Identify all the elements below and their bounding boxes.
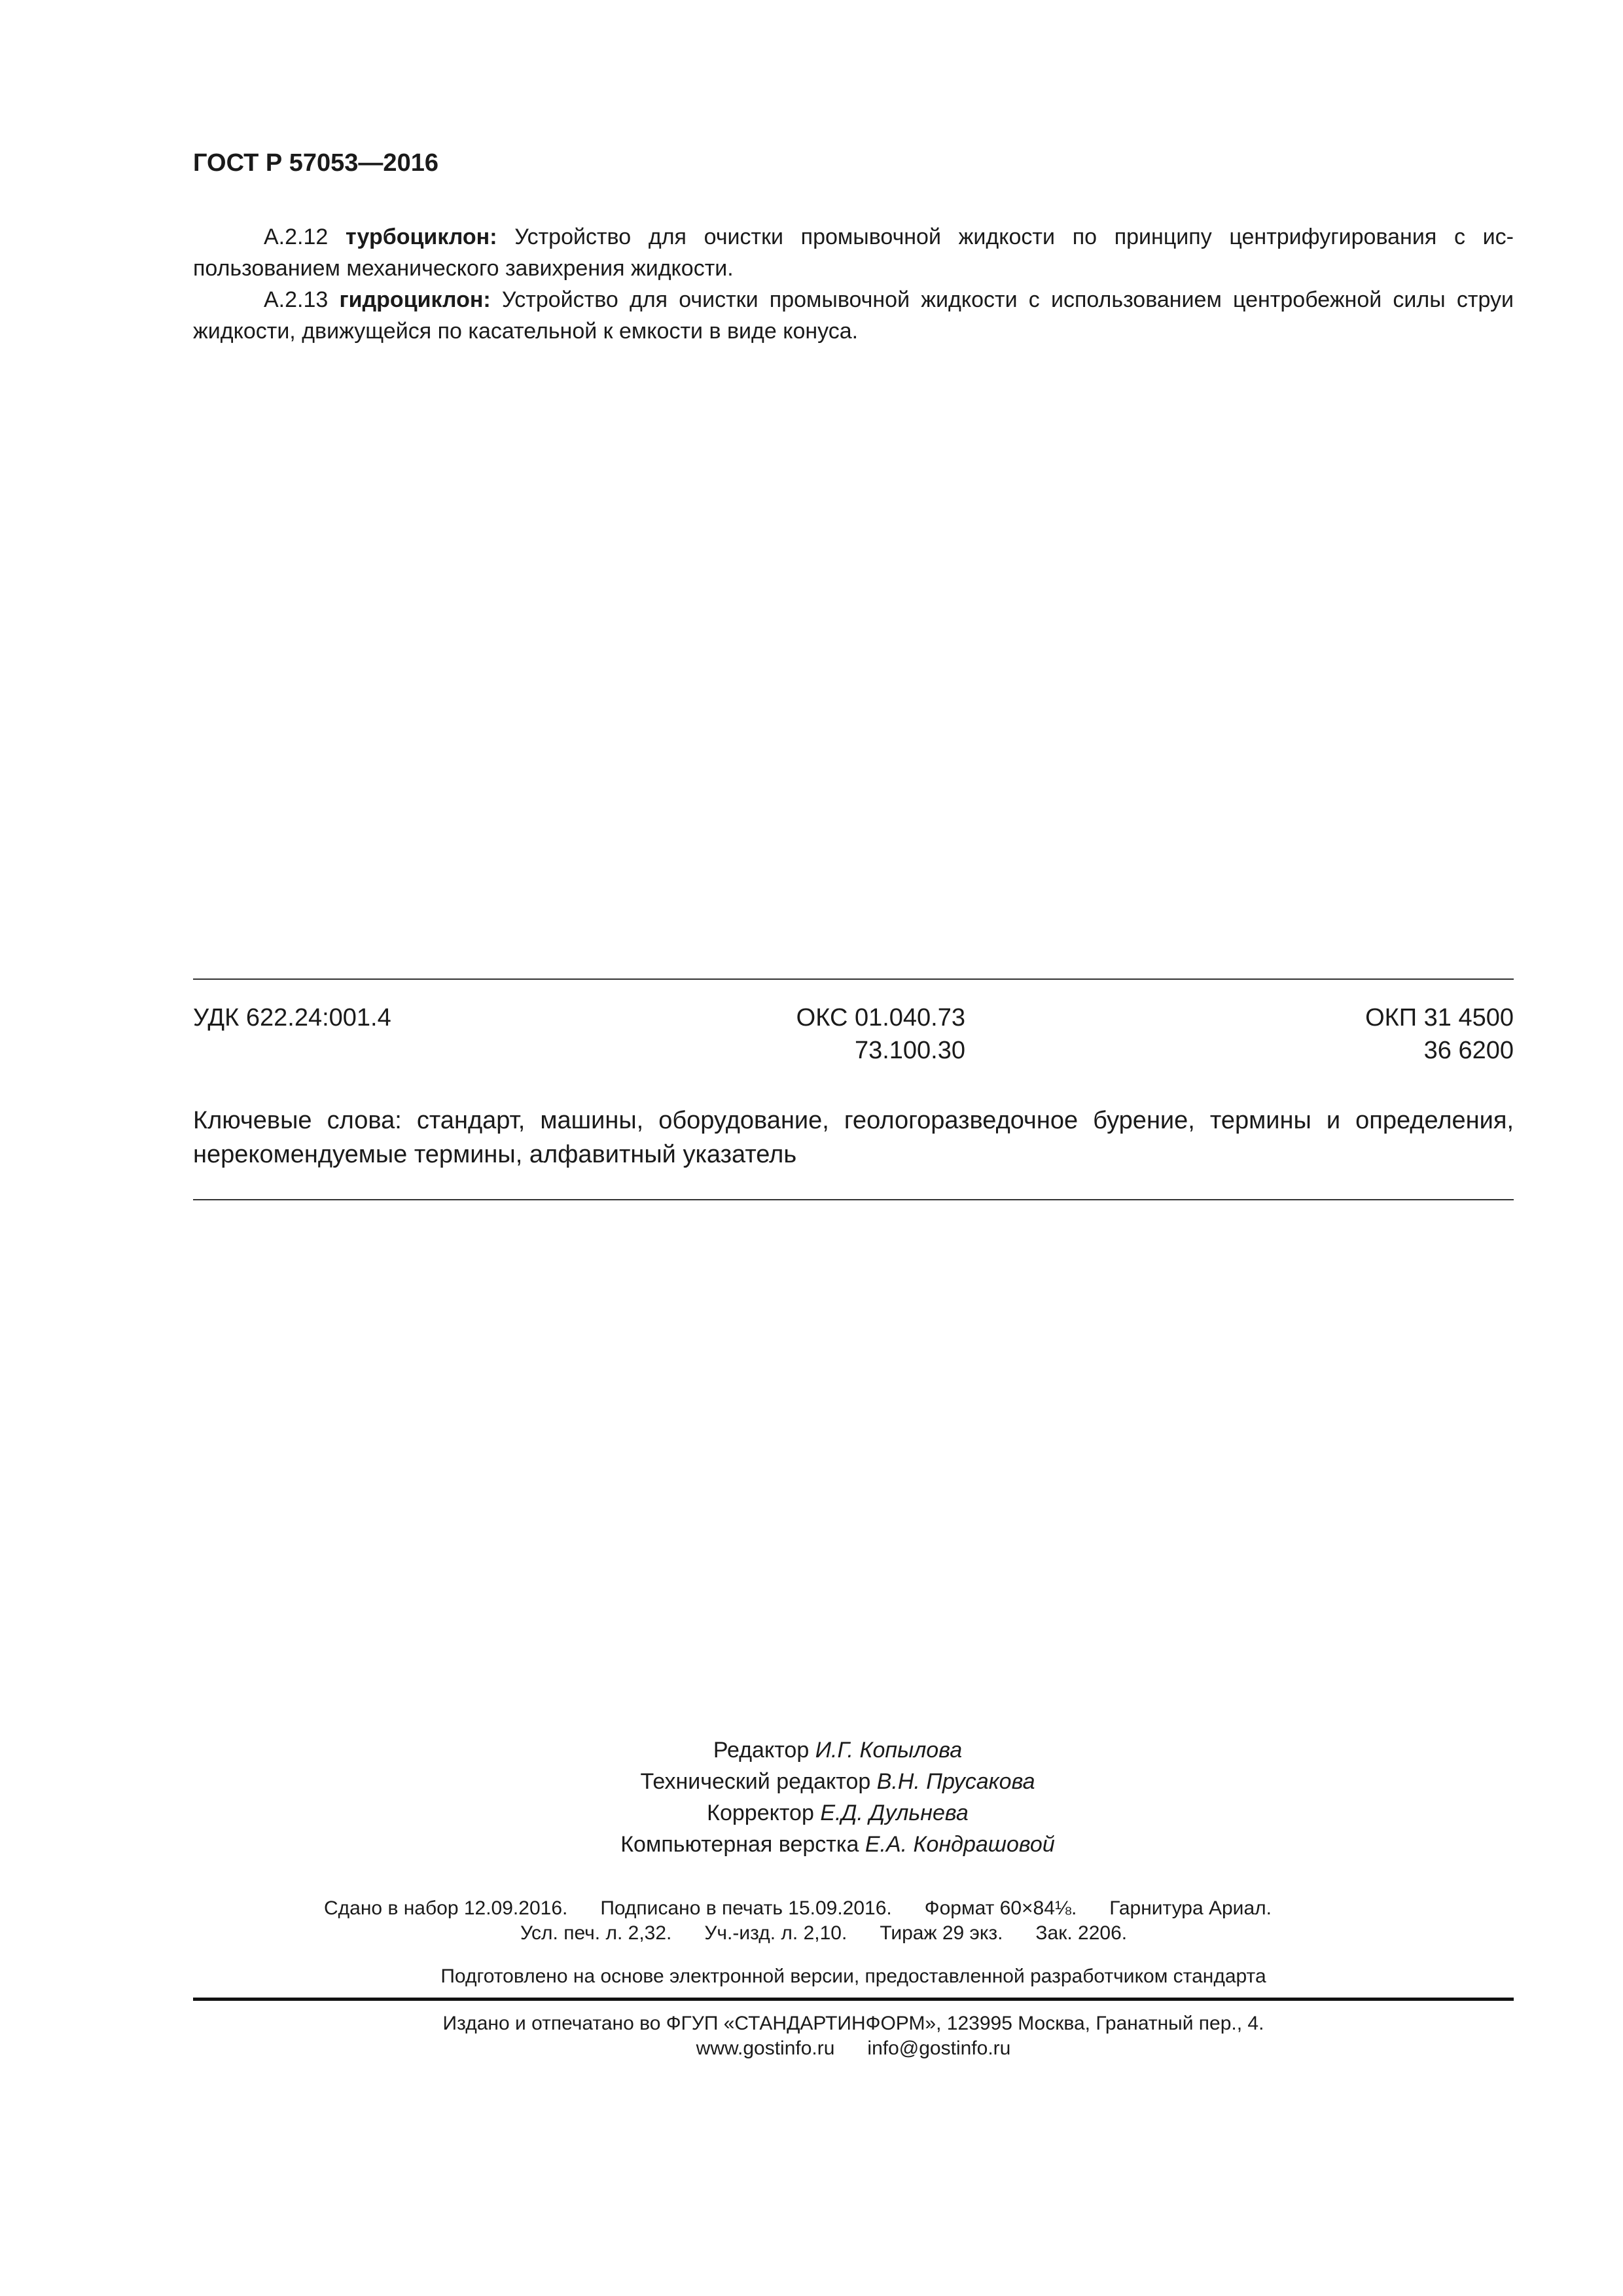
- imprint-line-1: Сдано в набор 12.09.2016. Подписано в печать 15.09.2016. Формат 60×84⅛. Гарнитура Ариал.: [324, 1897, 1272, 1919]
- middle-divider: [193, 1199, 1514, 1200]
- publisher-address: Издано и отпечатано во ФГУП «СТАНДАРТИНФОРМ», 123995 Москва, Гранатный пер., 4.: [442, 2013, 1264, 2034]
- credit-layout: Компьютерная верстка Е.А. Кондрашовой: [620, 1832, 1055, 1857]
- credit-tech-editor: Технический редактор В.Н. Прусакова: [640, 1769, 1035, 1794]
- top-divider: [193, 978, 1514, 980]
- okp-code-1: ОКП 31 4500: [1365, 1004, 1514, 1031]
- imprint-line-2: Усл. печ. л. 2,32. Уч.-изд. л. 2,10. Тираж 29 экз. Зак. 2206.: [520, 1922, 1128, 1944]
- publisher-web: www.gostinfo.ru info@gostinfo.ru: [696, 2037, 1011, 2059]
- definition-term: гидроциклон:: [339, 287, 491, 312]
- definition-number: А.2.12: [264, 224, 329, 249]
- credit-proofreader: Корректор Е.Д. Дульнева: [707, 1801, 969, 1825]
- okp-codes: [1178, 1001, 1514, 1067]
- definition-a-2-13: [193, 284, 1514, 347]
- okp-code-2: 36 6200: [1423, 1037, 1514, 1064]
- oks-code-2: 73.100.30: [854, 1037, 965, 1064]
- oks-code-1: ОКС 01.040.73: [796, 1004, 965, 1031]
- oks-codes: [654, 1001, 965, 1067]
- udk-code: УДК 622.24:001.4: [193, 1004, 391, 1031]
- definition-text: Устройство для очистки промывочной жидкости с использованием центробежной силы струи жидкости, движущейся по касательной к емкости в виде конуса.: [193, 287, 1514, 344]
- definition-text: Устройство для очистки промывочной жидкости по принципу центрифугирования с использованием механического завихрения жидкости.: [193, 224, 1514, 281]
- definition-a-2-12: [193, 221, 1514, 284]
- bottom-divider: [193, 1998, 1514, 2001]
- keywords: Ключевые слова: стандарт, машины, оборудование, геологоразведочное бурение, термины и определения, нерекомендуемые термины, алфавитный указатель: [193, 1107, 1514, 1168]
- document-header: ГОСТ Р 57053—2016: [193, 149, 438, 177]
- prepared-note: Подготовлено на основе электронной версии, предоставленной разработчиком стандарта: [440, 1965, 1266, 1987]
- credit-editor: Редактор И.Г. Копылова: [713, 1738, 963, 1763]
- credits-block: [0, 1734, 1623, 1860]
- definition-number: А.2.13: [264, 287, 329, 312]
- definition-term: турбоциклон:: [346, 224, 497, 249]
